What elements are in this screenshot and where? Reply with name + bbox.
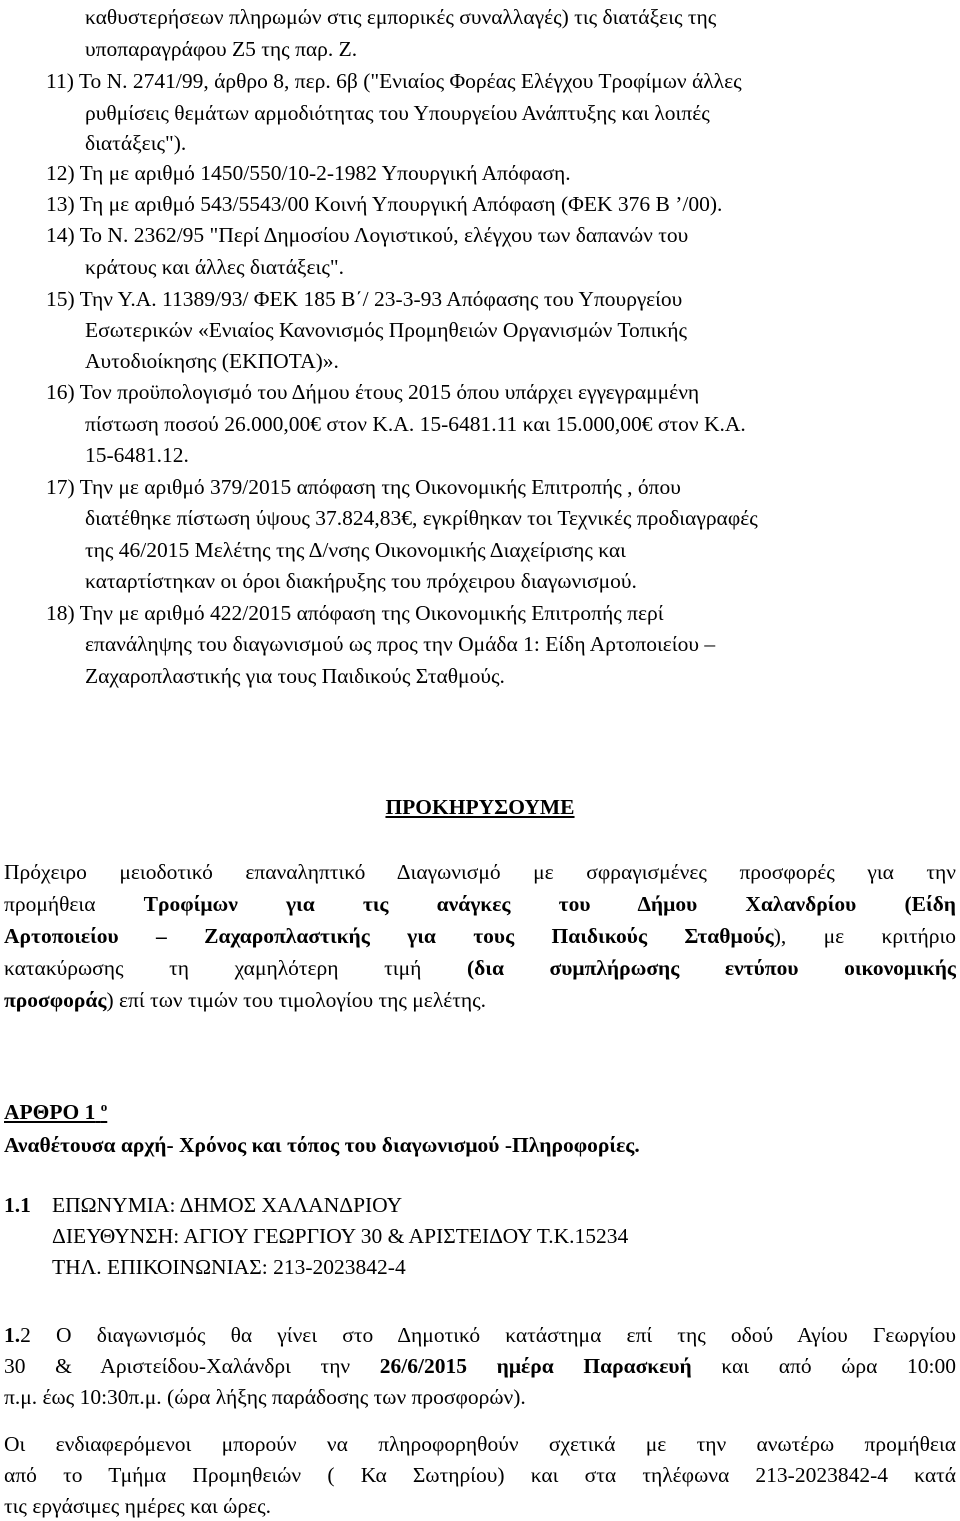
list-item-16: 16) Τον προϋπολογισμό του Δήμου έτους 2015 όπου υπάρχει εγγεγραμμένη	[46, 380, 700, 404]
paragraph-line: τις εργάσιμες ημέρες και ώρες.	[4, 1494, 271, 1518]
list-line: καταρτίστηκαν οι όροι διακήρυξης του πρόχειρου διαγωνισμού.	[85, 569, 637, 593]
paragraph-line: π.μ. έως 10:30π.μ. (ώρα λήξης παράδοσης των προσφορών).	[4, 1385, 526, 1409]
contact-address: ΔΙΕΥΘΥΝΣΗ: ΑΓΙΟΥ ΓΕΩΡΓΙΟΥ 30 & ΑΡΙΣΤΕΙΔΟΥ Τ.Κ.15234	[52, 1224, 629, 1248]
paragraph-line: προμήθεια Τροφίμων για τις ανάγκες του Δήμου Χαλανδρίου (Είδη	[4, 892, 956, 916]
section-number: 1.1	[4, 1193, 31, 1217]
list-item-13: 13) Τη με αριθμό 543/5543/00 Κοινή Υπουργική Απόφαση (ΦΕΚ 376 Β ’/00).	[46, 192, 723, 216]
list-line: κράτους και άλλες διατάξεις".	[85, 255, 344, 279]
supply-title: Τροφίμων για τις ανάγκες του Δήμου Χαλανδρίου (Είδη	[143, 892, 956, 916]
paragraph-line: προσφοράς) επί των τιμών του τιμολογίου της μελέτης.	[4, 988, 487, 1012]
paragraph-line: από το Τμήμα Προμηθειών ( Κα Σωτηρίου) και στα τηλέφωνα 213-2023842-4 κατά	[4, 1463, 956, 1487]
list-item-14: 14) Το Ν. 2362/95 "Περί Δημοσίου Λογιστικού, ελέγχου των δαπανών του	[46, 223, 689, 247]
paragraph-line: Οι ενδιαφερόμενοι μπορούν να πληροφορηθούν σχετικά με την ανωτέρω προμήθεια	[4, 1432, 956, 1456]
list-line: Αυτοδιοίκησης (ΕΚΠΟΤΑ)».	[85, 349, 339, 373]
list-line: ρυθμίσεις θεμάτων αρμοδιότητας του Υπουργείου Ανάπτυξης και λοιπές	[85, 101, 710, 125]
list-item-17: 17) Την με αριθμό 379/2015 απόφαση της Οικονομικής Επιτροπής , όπου	[46, 475, 681, 499]
paragraph-line: Αρτοποιείου – Ζαχαροπλαστικής για τους Παιδικούς Σταθμούς), με κριτήριο	[4, 924, 956, 948]
list-item-18: 18) Την με αριθμό 422/2015 απόφαση της Οικονομικής Επιτροπής περί	[46, 601, 664, 625]
list-line: Εσωτερικών «Ενιαίος Κανονισμός Προμηθειών Οργανισμών Τοπικής	[85, 318, 688, 342]
tender-date: 26/6/2015 ημέρα Παρασκευή	[379, 1354, 692, 1378]
list-line: διατέθηκε πίστωση ύψους 37.824,83€, εγκρίθηκαν τοι Τεχνικές προδιαγραφές	[85, 506, 758, 530]
list-line: διατάξεις").	[85, 131, 187, 155]
list-line: πίστωση ποσού 26.000,00€ στον Κ.Α. 15-6481.11 και 15.000,00€ στον Κ.Α.	[85, 412, 746, 436]
list-line: Ζαχαροπλαστικής για τους Παιδικούς Σταθμούς.	[85, 664, 505, 688]
contact-name: ΕΠΩΝΥΜΙΑ: ΔΗΜΟΣ ΧΑΛΑΝΔΡΙΟΥ	[52, 1193, 403, 1217]
list-line: καθυστερήσεων πληρωμών στις εμπορικές συναλλαγές) τις διατάξεις της	[85, 5, 717, 29]
paragraph-line: κατακύρωσης τη χαμηλότερη τιμή (δια συμπλήρωσης εντύπου οικονομικής	[4, 956, 956, 980]
list-line: 15-6481.12.	[85, 443, 189, 467]
list-line: υποπαραγράφου Ζ5 της παρ. Ζ.	[85, 37, 358, 61]
list-line: της 46/2015 Μελέτης της Δ/νσης Οικονομικής Διαχείρισης και	[85, 538, 626, 562]
list-item-12: 12) Τη με αριθμό 1450/550/10-2-1982 Υπουργική Απόφαση.	[46, 161, 571, 185]
list-line: επανάληψης του διαγωνισμού ως προς την Ομάδα 1: Είδη Αρτοποιείου –	[85, 632, 716, 656]
proclaim-heading: ΠΡΟΚΗΡΥΣΟΥΜΕ	[385, 795, 575, 819]
contact-phone: ΤΗΛ. ΕΠΙΚΟΙΝΩΝΙΑΣ: 213-2023842-4	[52, 1255, 406, 1279]
article-subtitle: Αναθέτουσα αρχή- Χρόνος και τόπος του διαγωνισμού -Πληροφορίες.	[4, 1133, 640, 1157]
list-item-15: 15) Την Υ.Α. 11389/93/ ΦΕΚ 185 Β΄/ 23-3-93 Απόφασης του Υπουργείου	[46, 287, 683, 311]
paragraph-line: 1.2 Ο διαγωνισμός θα γίνει στο Δημοτικό κατάστημα επί της οδού Αγίου Γεωργίου	[4, 1323, 956, 1347]
paragraph-line: 30 & Αριστείδου-Χαλάνδρι την 26/6/2015 ημέρα Παρασκευή και από ώρα 10:00	[4, 1354, 956, 1378]
article-title: ΑΡΘΡΟ 1 $^o$	[4, 1098, 108, 1124]
paragraph-line: Πρόχειρο μειοδοτικό επαναληπτικό Διαγωνισμό με σφραγισμένες προσφορές για την	[4, 860, 956, 884]
list-item-11: 11) Το Ν. 2741/99, άρθρο 8, περ. 6β ("Ενιαίος Φορέας Ελέγχου Τροφίμων άλλες	[46, 69, 742, 93]
